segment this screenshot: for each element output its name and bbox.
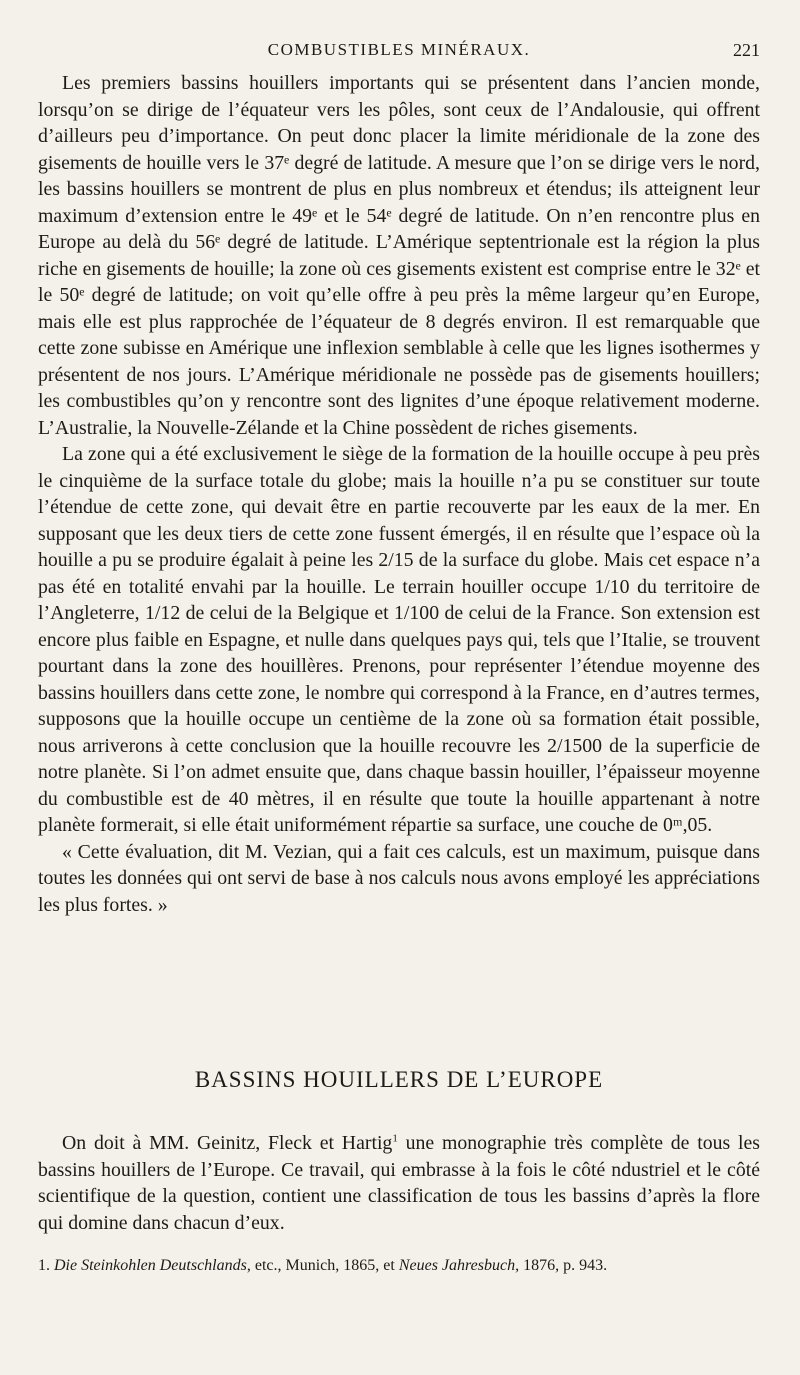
footnote-title: Neues Jahresbuch (398, 1257, 516, 1274)
page-number: 221 (733, 40, 760, 60)
main-text (38, 70, 760, 918)
footnote-text: , 1876, p. 943. (515, 1257, 608, 1274)
footnote (38, 1255, 760, 1277)
footnote-text: , etc., Munich, 1865, et (246, 1257, 399, 1274)
paragraph: Les premiers bassins houillers importants qui se présentent dans l’ancien monde, lorsqu’on se dirige de l’équateur vers les pôles, sont ceux de l’Andalousie, qui offrent d’ailleurs peu d’importance. On peut donc placer la limite méridionale de la zone des gisements de houille vers le 37ᵉ degré de latitude. A mesure que l’on se dirige vers le nord, les bassins houillers se montrent de plus en plus nombreux et étendus; ils atteignent leur maximum d’extension entre le 49ᵉ et le 54ᵉ degré de latitude. On n’en rencontre plus en Europe au delà du 56ᵉ degré de latitude. L’Amérique septentrionale est la région la plus riche en gisements de houille; la zone où ces gisements existent est comprise entre le 32ᵉ et le 50ᵉ degré de latitude; on voit qu’elle offre à peu près la même largeur qu’en Europe, mais elle est plus rapprochée de l’équateur de 8 degrés environ. Il est remarquable que cette zone subisse en Amérique une inflexion semblable à celle que les lignes isothermes y présentent de nos jours. L’Amérique méridionale ne possède pas de gisements houillers; les combustibles qu’on y rencontre sont des lignites d’une époque relativement moderne. L’Australie, la Nouvelle-Zélande et la Chine possèdent de riches gisements. (38, 72, 760, 439)
footnote-marker: 1 (392, 1132, 398, 1145)
section-text (38, 1130, 760, 1236)
quotation-paragraph: « Cette évaluation, dit M. Vezian, qui a fait ces calculs, est un maximum, puisque dans toutes les données qui ont servi de base à nos calculs nous avons employé les appréciations les plus fortes. » (38, 840, 760, 916)
paragraph: La zone qui a été exclusivement le siège de la formation de la houille occupe à peu près le cinquième de la surface totale du globe; mais la houille n’a pu se constituer sur toute l’étendue de cette zone, qui devait être en partie recouverte par les eaux de la mer. En supposant que les deux tiers de cette zone fussent émergés, il en résulte que l’espace où la houille a pu se produire égalait à peine les 2/15 de la surface du globe. Mais cet espace n’a pas été en totalité envahi par la houille. Le terrain houiller occupe 1/10 du territoire de l’Angleterre, 1/12 de celui de la Belgique et 1/100 de celui de la France. Son extension est encore plus faible en Espagne, et nulle dans quelques pays qui, tels que l’Italie, se trouvent pourtant dans la zone des houillères. Prenons, pour représenter l’étendue moyenne des bassins houillers dans cette zone, le nombre qui correspond à la France, en d’autres termes, supposons que la houille occupe un centième de la zone où sa formation était possible, nous arriverons à cette conclusion que la houille recouvre les 2/1500 de la superficie de notre planète. Si l’on admet ensuite que, dans chaque bassin houiller, l’épaisseur moyenne du combustible est de 40 mètres, il en résulte que toute la houille appartenant à notre planète formerait, si elle était uniformément répartie sa surface, une couche de 0ᵐ,05. (38, 443, 760, 836)
page-header (38, 40, 760, 68)
paragraph-text: On doit à MM. Geinitz, Fleck et Hartig (62, 1132, 393, 1154)
section-heading: BASSINS HOUILLERS DE L’EUROPE (194, 1067, 604, 1092)
footnote-number: 1. (38, 1257, 50, 1274)
running-title: COMBUSTIBLES MINÉRAUX. (267, 40, 531, 59)
paragraph (38, 1130, 760, 1236)
paragraph-text: une monographie très complète de tous les bassins houillers de l’Europe. Ce travail, qui embrasse à la fois le côté ndustriel et le côté scientifique de la question, contient une classification de tous les bassins d’après la flore qui domine dans chacun d’eux. (38, 1132, 760, 1234)
footnote-title: Die Steinkohlen Deutschlands (54, 1257, 247, 1274)
